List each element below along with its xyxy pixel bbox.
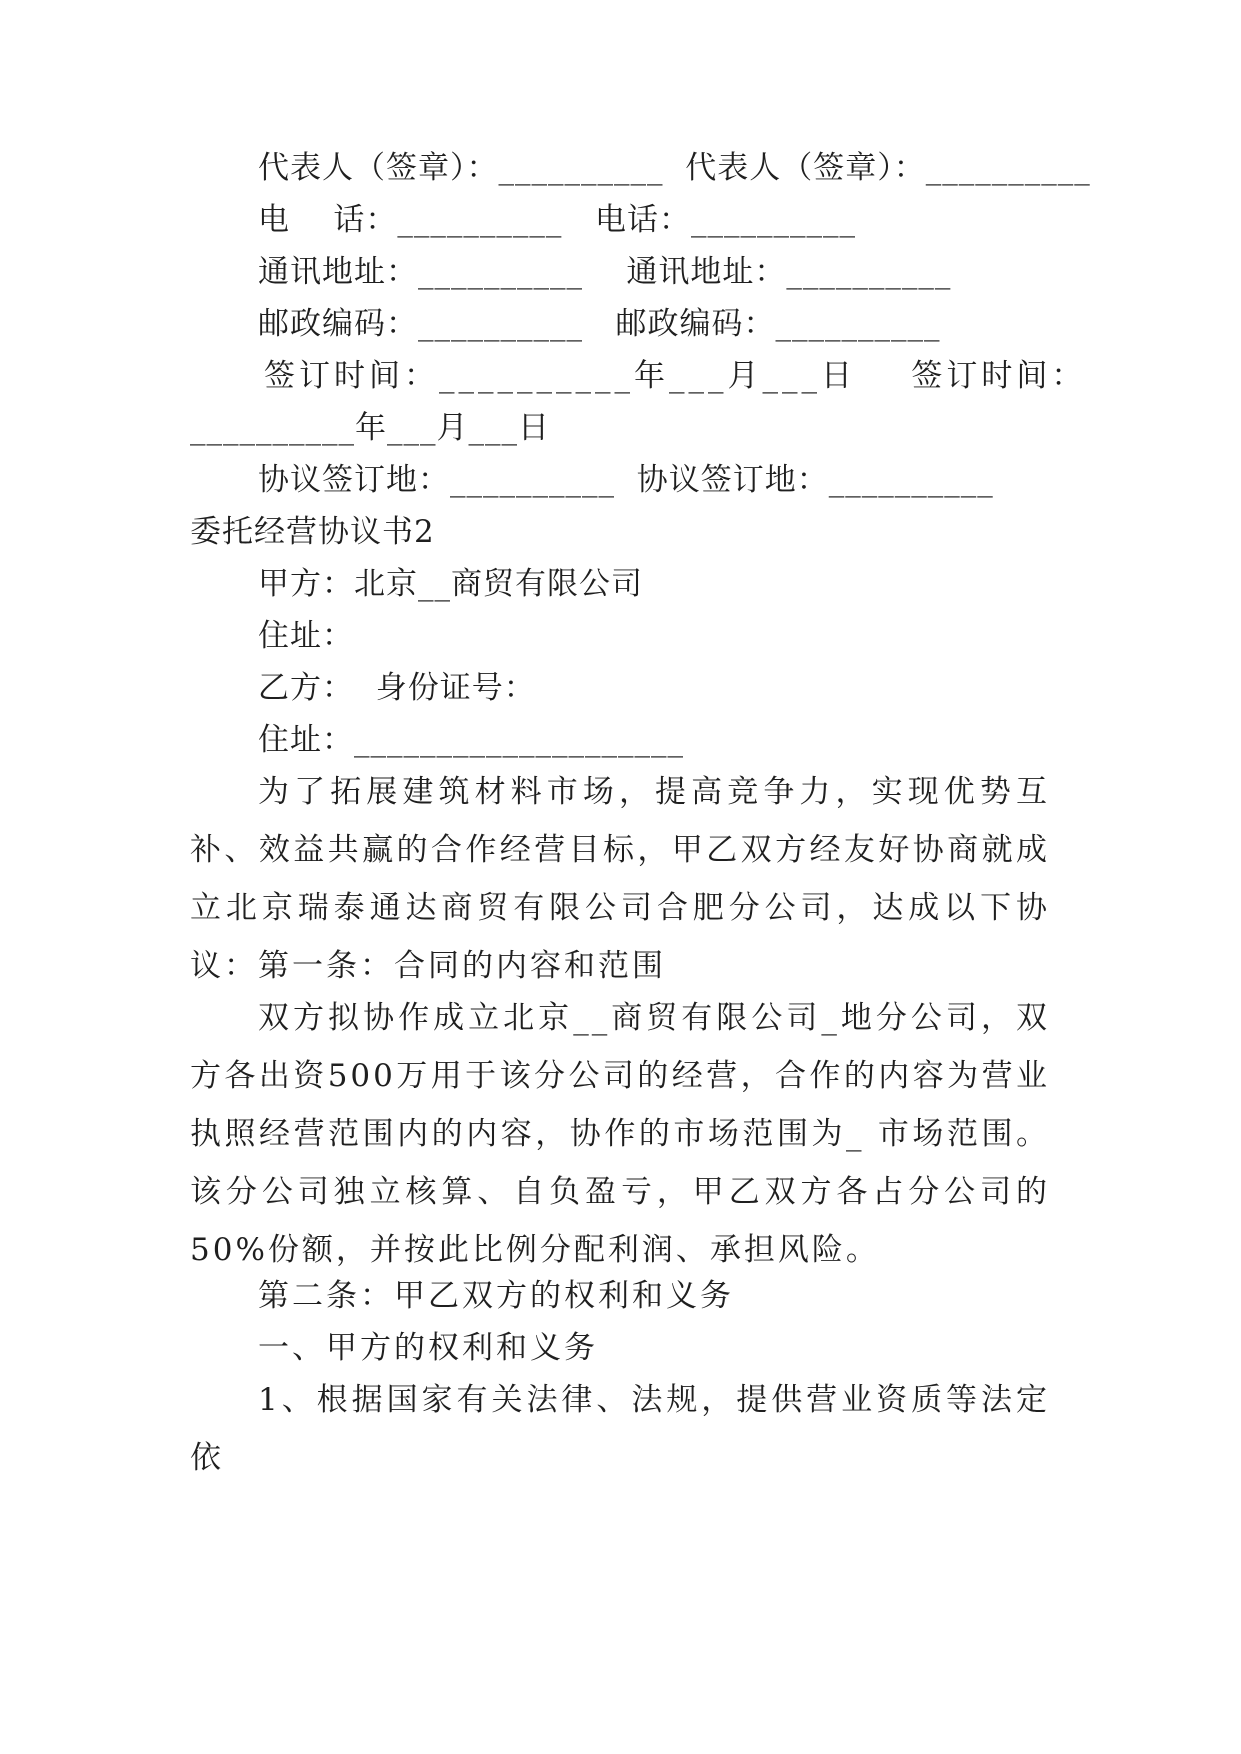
address-line: 通讯地址：__________ 通讯地址：__________	[258, 254, 952, 290]
postal-code-line: 邮政编码：__________ 邮政编码：__________	[258, 306, 941, 342]
party-a-address: 住址：	[258, 618, 354, 654]
article-one-paragraph: 双方拟协作成立北京__商贸有限公司_地分公司，双方各出资500万用于该分公司的经营，合作的内容为营业执照经营范围内的内容，协作的市场范围为_ 市场范围。该分公司独立核算、自负盈亏，甲乙双方各占分公司的50%份额，并按此比例分配利润、承担风险。	[190, 1000, 1050, 1268]
clause-one-paragraph: 1、根据国家有关法律、法规，提供营业资质等法定依	[190, 1382, 1050, 1476]
article-one-heading: 第一条：合同的内容和范围	[258, 948, 666, 984]
signing-date-line: 签订时间：__________年___月___日 签订时间：	[264, 358, 1087, 394]
signing-date-continuation: __________年___月___日	[190, 410, 550, 446]
representative-signature-line: 代表人（签章）：__________ 代表人（签章）：__________	[258, 150, 1091, 186]
signing-place-line: 协议签订地：__________ 协议签订地：__________	[258, 462, 994, 498]
party-a-rights-heading: 一、甲方的权利和义务	[258, 1330, 598, 1366]
party-a-line: 甲方：北京__商贸有限公司	[258, 566, 643, 602]
purpose-paragraph: 为了拓展建筑材料市场，提高竞争力，实现优势互补、效益共赢的合作经营目标，甲乙双方经友好协商就成立北京瑞泰通达商贸有限公司合肥分公司，达成以下协议：	[190, 774, 1050, 984]
party-b-address: 住址：____________________	[258, 722, 684, 758]
article-two-heading: 第二条：甲乙双方的权利和义务	[258, 1278, 734, 1314]
agreement-title: 委托经营协议书2	[190, 514, 435, 550]
party-b-line: 乙方： 身份证号：	[258, 670, 536, 706]
phone-line: 电 话：__________ 电话：__________	[258, 202, 856, 238]
